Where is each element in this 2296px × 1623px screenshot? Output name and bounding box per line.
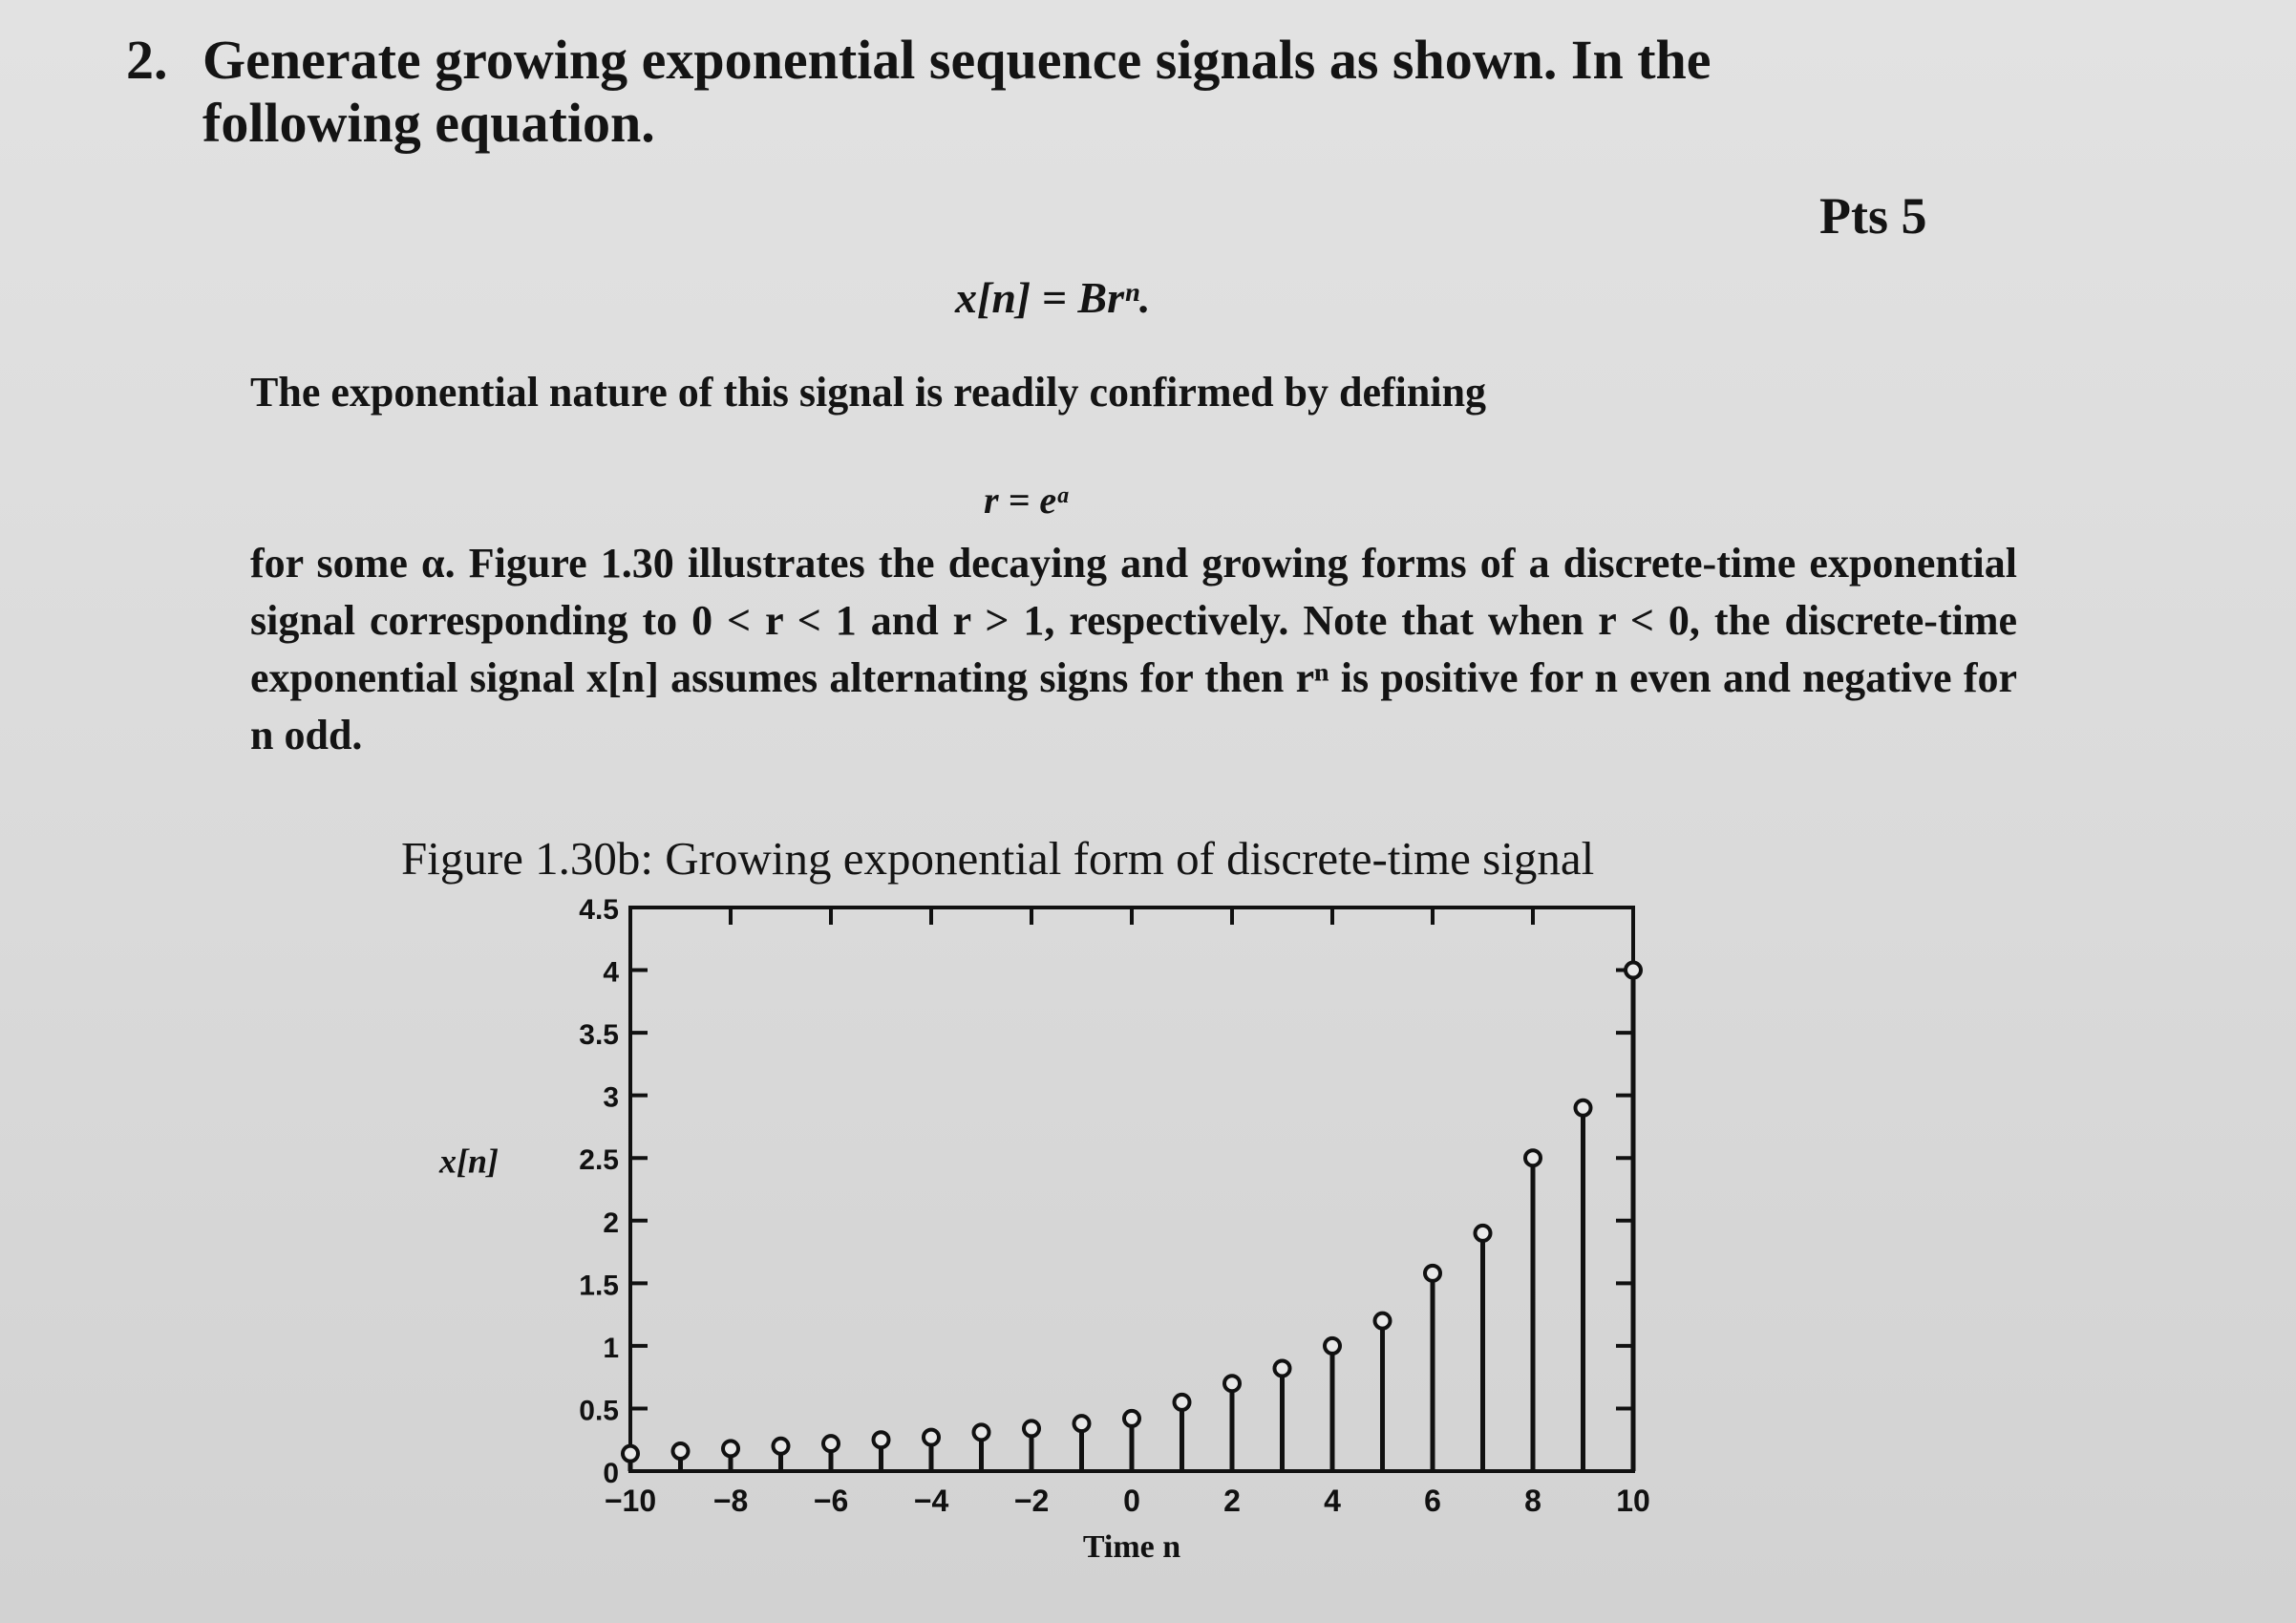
stem-marker (1325, 1338, 1340, 1354)
stem-marker (874, 1432, 889, 1447)
stem-marker (1275, 1360, 1290, 1376)
x-tick-label: −4 (913, 1484, 949, 1518)
stem-marker (1024, 1420, 1039, 1436)
points-label: Pts 5 (1819, 187, 1927, 245)
y-tick-label: 2 (603, 1207, 619, 1239)
stem-chart (411, 879, 1681, 1576)
x-tick-label: 6 (1424, 1484, 1441, 1518)
y-tick-label: 0.5 (579, 1395, 619, 1427)
stem-marker (823, 1436, 839, 1451)
stem-marker (1074, 1416, 1090, 1431)
x-tick-label: 4 (1324, 1484, 1341, 1518)
sentence-defining: The exponential nature of this signal is readily confirmed by defining (250, 369, 1487, 416)
y-tick-label: 4 (603, 956, 619, 989)
stem-marker (723, 1441, 738, 1456)
stem-marker (924, 1430, 939, 1445)
stem-marker (1175, 1395, 1190, 1410)
y-tick-label: 4.5 (579, 894, 619, 926)
x-tick-label: −6 (813, 1484, 849, 1518)
stem-marker (1476, 1226, 1491, 1241)
figure-caption: Figure 1.30b: Growing exponential form of discrete-time signal (401, 832, 1595, 885)
stem-marker (974, 1424, 989, 1440)
x-tick-label: 8 (1524, 1484, 1541, 1518)
question-number: 2. (126, 29, 168, 91)
x-tick-label: 10 (1616, 1484, 1650, 1518)
equation-r-definition: r = eᵅ (984, 479, 1069, 522)
stem-marker (1525, 1150, 1541, 1165)
stem-marker (1375, 1313, 1391, 1329)
x-axis-label: Time n (1082, 1529, 1181, 1565)
y-axis-label: x[n] (439, 1142, 499, 1181)
y-tick-label: 2.5 (579, 1144, 619, 1177)
x-tick-label: −10 (604, 1484, 657, 1518)
stem-marker (1224, 1376, 1240, 1391)
paragraph-explanation: for some α. Figure 1.30 illustrates the decaying and growing forms of a discrete-time exponential signal corresponding to 0 < r < 1 and r > 1, respectively. Note that when r < 0, the discrete-time exponential signal x[n] assumes alternating signs for then rⁿ is positive for n even and negative for n odd. (250, 540, 2017, 758)
stem-marker (1425, 1266, 1440, 1281)
x-tick-label: 2 (1223, 1484, 1241, 1518)
stem-marker (1124, 1411, 1139, 1426)
y-tick-label: 3 (603, 1081, 619, 1114)
x-tick-label: −2 (1013, 1484, 1050, 1518)
stem-marker (623, 1446, 638, 1462)
equation-exponential: x[n] = Brⁿ. (955, 273, 1151, 322)
y-tick-label: 3.5 (579, 1019, 619, 1052)
stem-marker (1576, 1100, 1591, 1116)
y-tick-label: 1 (603, 1332, 619, 1364)
y-tick-label: 0 (603, 1458, 619, 1489)
x-tick-label: −8 (712, 1484, 749, 1518)
question-text: Generate growing exponential sequence signals as shown. In the following equation. (202, 29, 1711, 154)
stem-marker (1626, 963, 1641, 978)
stem-marker (774, 1439, 789, 1454)
y-tick-label: 1.5 (579, 1270, 619, 1302)
stem-marker (673, 1443, 689, 1459)
x-tick-label: 0 (1123, 1484, 1140, 1518)
